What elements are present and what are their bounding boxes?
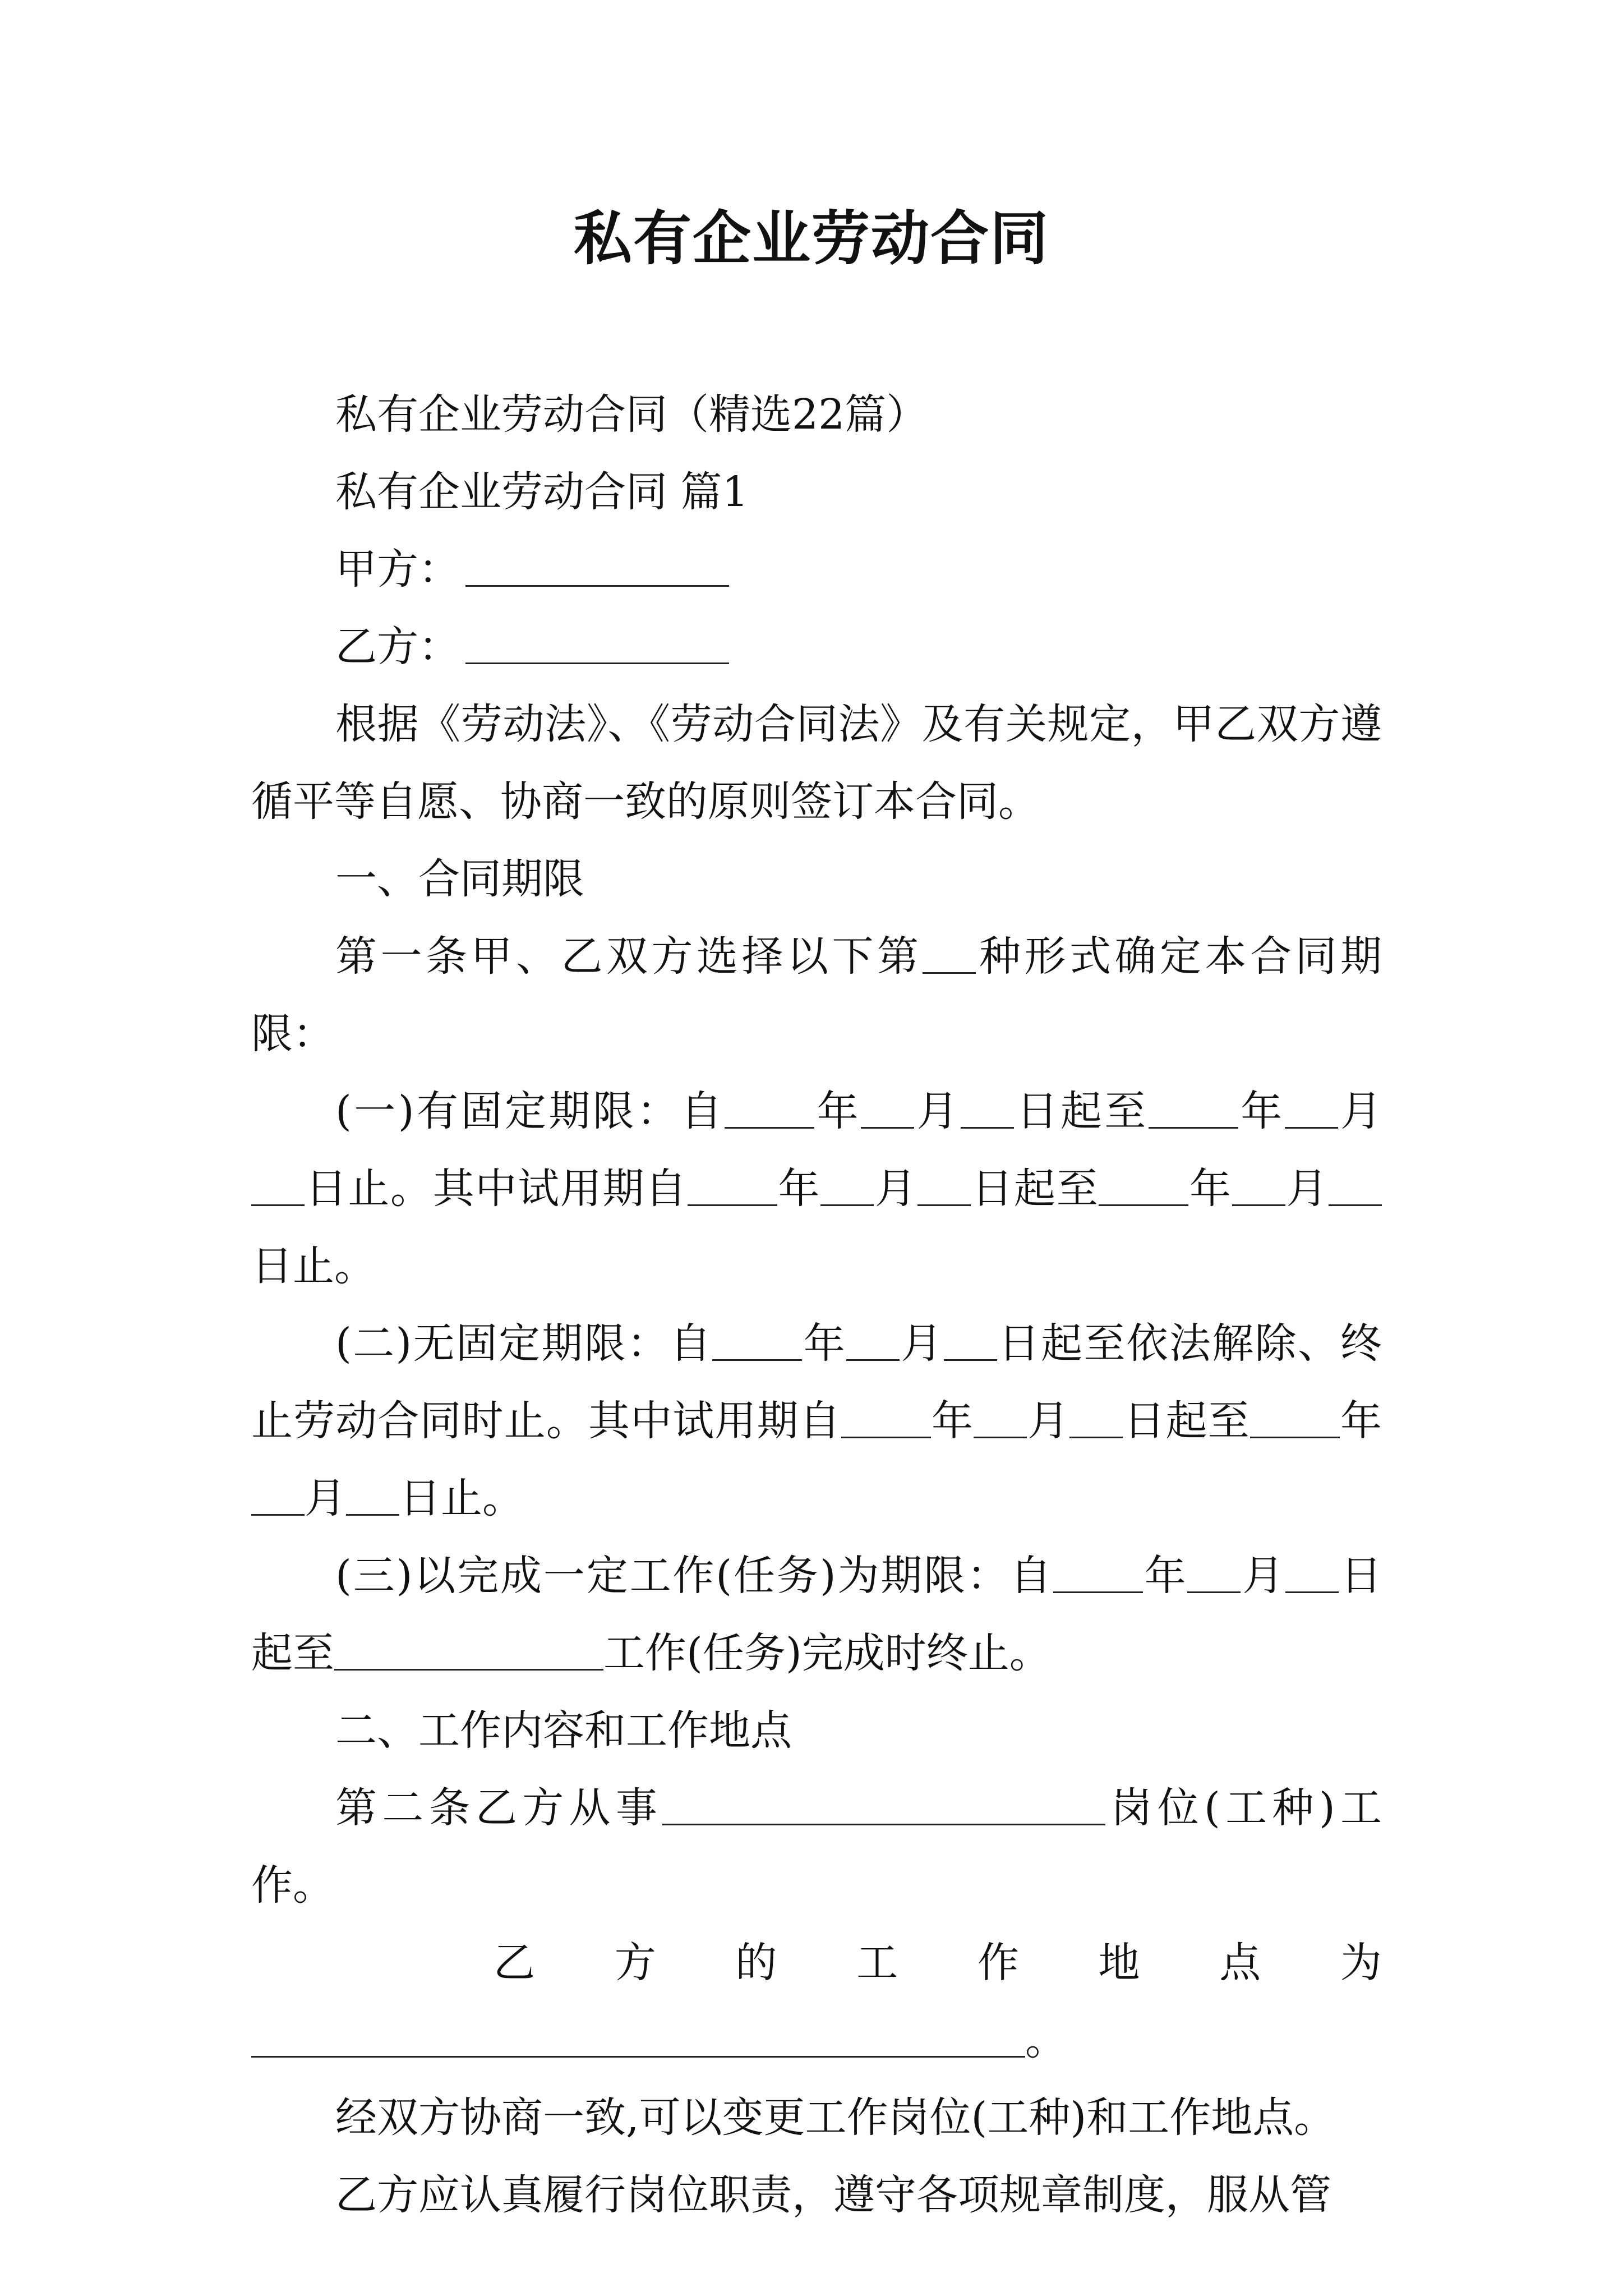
location-char: 地 [1098, 1939, 1140, 1987]
collection-subtitle: 私有企业劳动合同（精选22篇） [335, 390, 928, 439]
month-label: 月 [874, 1165, 917, 1213]
year-label: 年 [1238, 1087, 1285, 1135]
section-heading: 私有企业劳动合同 篇1 [335, 468, 749, 516]
month-label: 月 [914, 1087, 961, 1135]
location-char: 作 [977, 1939, 1019, 1987]
fixed-term-clause [251, 1073, 1382, 1305]
probation-end-year-blank[interactable] [1099, 1170, 1188, 1206]
location-char: 乙 [494, 1939, 535, 1987]
probation-end-day-blank[interactable] [1329, 1170, 1382, 1206]
day-from-label: 日起至 [1123, 1397, 1250, 1445]
month-label: 月 [1027, 1397, 1070, 1445]
party-a-blank[interactable] [465, 550, 729, 587]
article-2-text-a: 第二条乙方从事 [335, 1784, 663, 1832]
month-label: 月 [1338, 1087, 1382, 1135]
open-probation-end-month-blank[interactable] [251, 1479, 305, 1516]
day-from-label: 日起至 [970, 1165, 1099, 1213]
open-probation-start-month-blank[interactable] [974, 1402, 1027, 1438]
probation-end-month-blank[interactable] [1232, 1170, 1285, 1206]
party-b-label: 乙方： [335, 623, 460, 671]
year-label: 年 [930, 1397, 974, 1445]
fixed-prefix: (一)有固定期限：自 [335, 1087, 725, 1135]
form-choice-blank[interactable] [923, 937, 976, 974]
fixed-end-year-blank[interactable] [1149, 1092, 1238, 1129]
open-probation-end-year-blank[interactable] [1250, 1402, 1340, 1438]
position-blank[interactable] [662, 1789, 1105, 1825]
year-label: 年 [1188, 1165, 1232, 1213]
year-label: 年 [777, 1165, 821, 1213]
article-1 [251, 918, 1382, 1073]
month-label: 月 [1285, 1165, 1329, 1213]
work-location-blank-line [251, 2001, 1382, 2079]
day-from-label: 日起至 [251, 1552, 1382, 1677]
month-label: 月 [1241, 1552, 1286, 1600]
heading-work-content: 二、工作内容和工作地点 [335, 1706, 792, 1755]
fixed-end-month-blank[interactable] [1285, 1092, 1338, 1129]
party-a-label: 甲方： [335, 545, 460, 593]
location-end-mark: 。 [1025, 2016, 1067, 2064]
location-char: 点 [1219, 1939, 1261, 1987]
open-start-month-blank[interactable] [846, 1324, 900, 1361]
fixed-start-year-blank[interactable] [725, 1092, 814, 1129]
open-probation-start-year-blank[interactable] [841, 1402, 931, 1438]
heading-contract-term: 一、合同期限 [335, 855, 584, 903]
work-location-blank[interactable] [251, 2021, 1025, 2058]
party-b-line [251, 608, 1382, 685]
location-char: 为 [1340, 1939, 1382, 1987]
article-2-text-b: 岗位(工种)工作。 [251, 1784, 1382, 1910]
probation-start-month-blank[interactable] [820, 1170, 874, 1206]
article-2 [251, 1769, 1382, 1924]
open-term-clause [251, 1305, 1382, 1537]
task-term-clause [251, 1537, 1382, 1692]
intro-paragraph: 根据《劳动法》、《劳动合同法》及有关规定，甲乙双方遵循平等自愿、协商一致的原则签订本合同。 [251, 700, 1382, 826]
party-a-line [251, 531, 1382, 608]
location-char: 方 [614, 1939, 656, 1987]
location-char: 工 [856, 1939, 898, 1987]
document-title: 私有企业劳动合同 [573, 204, 1049, 273]
day-from-label: 日起至 [1013, 1087, 1149, 1135]
year-label: 年 [1339, 1397, 1382, 1445]
task-start-month-blank[interactable] [1187, 1557, 1241, 1593]
duty-clause: 乙方应认真履行岗位职责，遵守各项规章制度，服从管 [335, 2171, 1331, 2219]
task-start-day-blank[interactable] [1285, 1557, 1339, 1593]
task-name-blank[interactable] [334, 1634, 603, 1671]
day-end-label: 日止。 [399, 1474, 524, 1522]
fixed-start-month-blank[interactable] [861, 1092, 914, 1129]
month-label: 月 [900, 1319, 944, 1368]
probation-from-label: 日止。其中试用期自 [305, 1165, 688, 1213]
open-start-day-blank[interactable] [944, 1324, 997, 1361]
article-1-text-a: 第一条甲、乙双方选择以下第 [335, 932, 923, 981]
location-char: 的 [735, 1939, 777, 1987]
probation-start-year-blank[interactable] [688, 1170, 777, 1206]
fixed-end-day-blank[interactable] [251, 1170, 305, 1206]
document-body [251, 376, 1382, 2234]
year-label: 年 [1142, 1552, 1188, 1600]
task-start-year-blank[interactable] [1053, 1557, 1143, 1593]
task-suffix: 工作(任务)完成时终止。 [603, 1629, 1051, 1677]
party-b-blank[interactable] [465, 628, 729, 664]
open-middle-text: 日起至依法解除、终止劳动合同时止。其中试用期自 [251, 1319, 1382, 1445]
task-prefix: (三)以完成一定工作(任务)为期限：自 [335, 1552, 1053, 1600]
fixed-start-day-blank[interactable] [961, 1092, 1014, 1129]
open-probation-end-day-blank[interactable] [346, 1479, 399, 1516]
open-prefix: (二)无固定期限：自 [335, 1319, 713, 1368]
open-start-year-blank[interactable] [712, 1324, 802, 1361]
year-label: 年 [814, 1087, 861, 1135]
year-label: 年 [802, 1319, 847, 1368]
day-end-label: 日止。 [251, 1242, 376, 1290]
month-label: 月 [305, 1474, 346, 1522]
work-location-line [251, 1924, 1382, 2001]
open-probation-start-day-blank[interactable] [1069, 1402, 1123, 1438]
probation-start-day-blank[interactable] [917, 1170, 971, 1206]
change-clause: 经双方协商一致,可以变更工作岗位(工种)和工作地点。 [335, 2093, 1336, 2142]
article-1-text-b: 种形式确定本合同期限： [251, 932, 1382, 1058]
